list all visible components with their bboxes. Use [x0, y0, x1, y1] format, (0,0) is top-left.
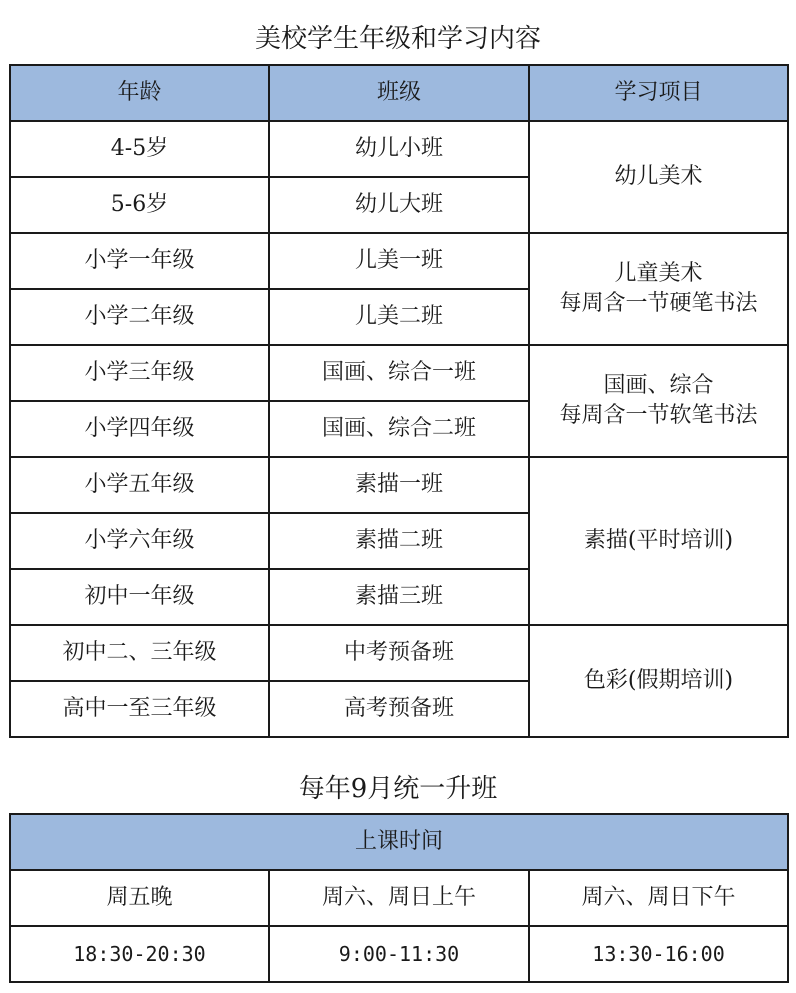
- project-line: 儿童美术: [614, 261, 703, 286]
- time-cell: 13:30-16:00: [529, 926, 788, 982]
- class-cell: 儿美一班: [269, 233, 529, 289]
- table-row: [10, 233, 788, 289]
- class-cell: 幼儿大班: [269, 177, 529, 233]
- schedule-days-row: [10, 870, 788, 926]
- age-cell: 5-6岁: [10, 177, 269, 233]
- project-cell: [529, 233, 788, 345]
- project-line: 幼儿美术: [614, 164, 703, 189]
- grade-table: [9, 64, 789, 738]
- project-line: 色彩(假期培训): [583, 668, 734, 693]
- class-cell: 中考预备班: [269, 625, 529, 681]
- subtitle: 每年9月统一升班: [298, 774, 498, 804]
- class-cell: 国画、综合一班: [269, 345, 529, 401]
- age-cell: 小学五年级: [10, 457, 269, 513]
- age-cell: 小学四年级: [10, 401, 269, 457]
- project-cell: [529, 625, 788, 737]
- age-cell: 4-5岁: [10, 121, 269, 177]
- project-cell: [529, 345, 788, 457]
- table-row: [10, 345, 788, 401]
- header-project: 学习项目: [529, 65, 788, 121]
- schedule-header: 上课时间: [10, 814, 788, 870]
- class-cell: 儿美二班: [269, 289, 529, 345]
- class-cell: 素描三班: [269, 569, 529, 625]
- table-row: [10, 457, 788, 513]
- day-cell: 周六、周日上午: [269, 870, 529, 926]
- age-cell: 初中二、三年级: [10, 625, 269, 681]
- table-row: [10, 121, 788, 177]
- day-cell: 周六、周日下午: [529, 870, 788, 926]
- schedule-header-row: [10, 814, 788, 870]
- class-cell: 幼儿小班: [269, 121, 529, 177]
- project-cell: [529, 121, 788, 233]
- header-age: 年龄: [10, 65, 269, 121]
- class-cell: 素描二班: [269, 513, 529, 569]
- table-header-row: [10, 65, 788, 121]
- schedule-times-row: [10, 926, 788, 982]
- project-cell: [529, 457, 788, 625]
- age-cell: 小学三年级: [10, 345, 269, 401]
- project-line: 国画、综合: [603, 373, 714, 398]
- age-cell: 小学一年级: [10, 233, 269, 289]
- day-cell: 周五晚: [10, 870, 269, 926]
- class-cell: 素描一班: [269, 457, 529, 513]
- project-line: 素描(平时培训): [583, 528, 734, 553]
- page-title: 美校学生年级和学习内容: [254, 24, 541, 54]
- class-cell: 国画、综合二班: [269, 401, 529, 457]
- age-cell: 高中一至三年级: [10, 681, 269, 737]
- age-cell: 初中一年级: [10, 569, 269, 625]
- table-row: [10, 625, 788, 681]
- class-cell: 高考预备班: [269, 681, 529, 737]
- age-cell: 小学六年级: [10, 513, 269, 569]
- time-cell: 9:00-11:30: [269, 926, 529, 982]
- project-line: 每周含一节软笔书法: [559, 403, 758, 428]
- project-line: 每周含一节硬笔书法: [559, 291, 758, 316]
- age-cell: 小学二年级: [10, 289, 269, 345]
- schedule-table: [9, 813, 789, 983]
- time-cell: 18:30-20:30: [10, 926, 269, 982]
- header-class: 班级: [269, 65, 529, 121]
